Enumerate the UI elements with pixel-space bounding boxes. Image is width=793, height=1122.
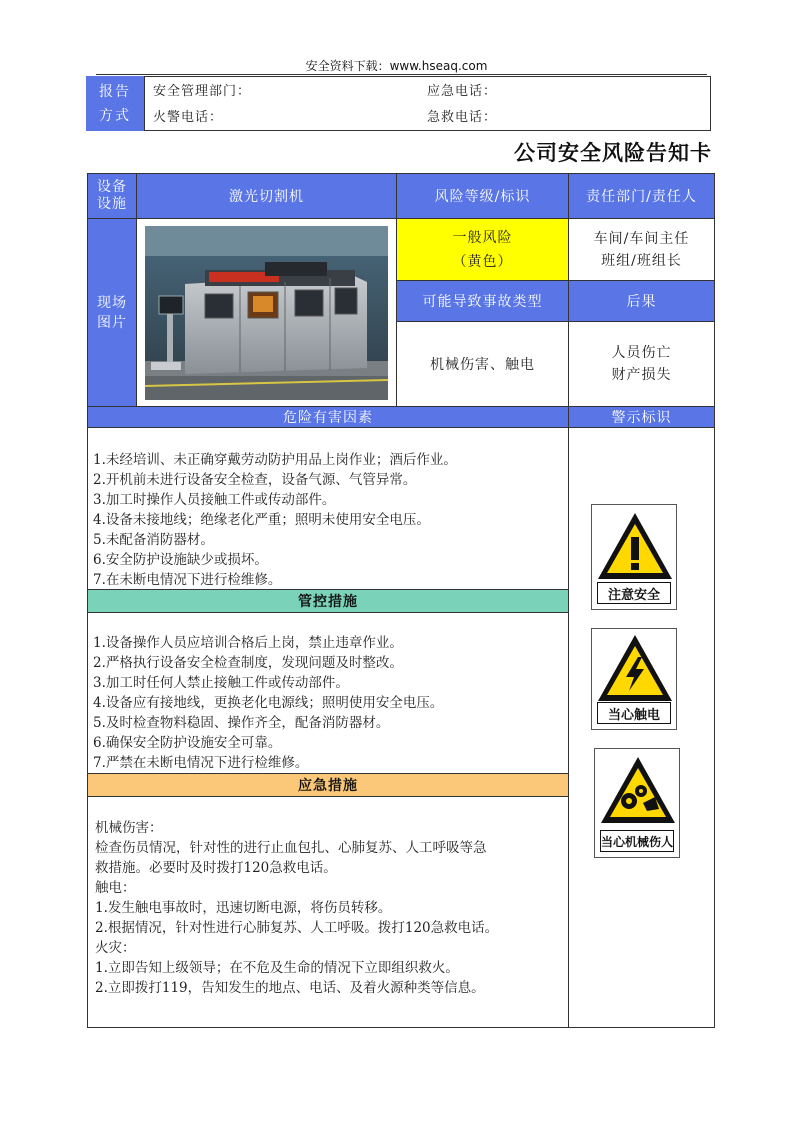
list-item: 2.严格执行设备安全检查制度，发现问题及时整改。 bbox=[93, 655, 403, 671]
report-label-line2: 方式 bbox=[99, 108, 131, 124]
page-title: 公司安全风险告知卡 bbox=[514, 140, 712, 165]
equipment-label bbox=[87, 173, 137, 219]
controls-header: 管控措施 bbox=[87, 589, 569, 613]
report-label-line1: 报告 bbox=[99, 84, 131, 100]
list-item: 检查伤员情况，针对性的进行止血包扎、心肺复苏、人工呼吸等急 bbox=[95, 840, 487, 856]
electric-shock-sign bbox=[591, 628, 677, 730]
list-item: 6.确保安全防护设施安全可靠。 bbox=[93, 735, 282, 751]
accident-type-header: 可能导致事故类型 bbox=[396, 280, 569, 322]
report-method-label bbox=[86, 76, 145, 131]
list-item: 触电： bbox=[95, 880, 136, 896]
electric-shock-warning-icon bbox=[592, 631, 678, 707]
equipment-name: 激光切割机 bbox=[136, 173, 397, 219]
equipment-label-line2: 设施 bbox=[97, 196, 127, 212]
list-item: 2.开机前未进行设备安全检查，设备气源、气管异常。 bbox=[93, 472, 417, 488]
list-item: 1.发生触电事故时，迅速切断电源，将伤员转移。 bbox=[95, 900, 392, 916]
hazards-header: 危险有害因素 bbox=[87, 406, 569, 428]
photo-label-line1: 现场 bbox=[97, 294, 127, 311]
risk-color-label: （黄色） bbox=[452, 253, 513, 270]
risk-level-value: 一般风险 bbox=[452, 229, 513, 246]
list-item: 1.立即告知上级领导；在不危及生命的情况下立即组织救火。 bbox=[95, 960, 459, 976]
emergency-phone-field: 应急电话： bbox=[427, 84, 498, 99]
consequence-cell bbox=[568, 321, 715, 407]
sign-label: 当心机械伤人 bbox=[600, 830, 674, 852]
ambulance-phone-field: 急救电话： bbox=[427, 110, 498, 125]
machinery-hazard-sign bbox=[594, 748, 680, 858]
sign-label: 当心触电 bbox=[597, 702, 671, 724]
list-item: 7.在未断电情况下进行检维修。 bbox=[93, 572, 282, 588]
responsible-cell bbox=[568, 218, 715, 281]
header-divider bbox=[96, 74, 707, 75]
list-item: 火灾： bbox=[95, 940, 136, 956]
list-item: 1.未经培训、未正确穿戴劳动防护用品上岗作业；酒后作业。 bbox=[93, 452, 457, 468]
list-item: 7.严禁在未断电情况下进行检维修。 bbox=[93, 755, 309, 771]
list-item: 3.加工时任何人禁止接触工件或传动部件。 bbox=[93, 675, 349, 691]
photo-label bbox=[87, 218, 137, 407]
list-item: 3.加工时操作人员接触工件或传动部件。 bbox=[93, 492, 336, 508]
equipment-label-line1: 设备 bbox=[97, 179, 127, 195]
responsible-line2: 班组/班组长 bbox=[601, 252, 682, 269]
photo-cell bbox=[136, 218, 397, 407]
fire-phone-field: 火警电话： bbox=[153, 110, 224, 125]
emergency-list bbox=[95, 818, 498, 998]
caution-safety-sign bbox=[591, 504, 677, 610]
consequence-line1: 人员伤亡 bbox=[611, 345, 672, 361]
list-item: 2.根据情况，针对性进行心肺复苏、人工呼吸。拨打120急救电话。 bbox=[95, 920, 499, 936]
list-item: 5.及时检查物料稳固、操作齐全，配备消防器材。 bbox=[93, 715, 390, 731]
hazards-list bbox=[93, 450, 457, 590]
list-item: 救措施。必要时及时拨打120急救电话。 bbox=[95, 860, 337, 876]
photo-label-line2: 图片 bbox=[97, 314, 127, 331]
list-item: 4.设备应有接地线，更换老化电源线；照明使用安全电压。 bbox=[93, 695, 444, 711]
list-item: 6.安全防护设施缺少或损坏。 bbox=[93, 552, 268, 568]
emergency-header: 应急措施 bbox=[87, 773, 569, 797]
list-item: 2.立即拨打119，告知发生的地点、电话、及着火源种类等信息。 bbox=[95, 980, 485, 996]
risk-level-header: 风险等级/标识 bbox=[396, 173, 569, 219]
risk-level-cell bbox=[396, 218, 569, 281]
list-item: 5.未配备消防器材。 bbox=[93, 532, 214, 548]
safety-dept-field: 安全管理部门： bbox=[153, 84, 252, 99]
accident-types: 机械伤害、触电 bbox=[396, 321, 569, 407]
list-item: 机械伤害： bbox=[95, 820, 163, 836]
exclamation-warning-icon bbox=[592, 507, 678, 587]
controls-list bbox=[93, 633, 443, 773]
laser-cutter-photo bbox=[145, 226, 388, 400]
responsible-header: 责任部门/责任人 bbox=[568, 173, 715, 219]
responsible-line1: 车间/车间主任 bbox=[593, 230, 690, 247]
machinery-hazard-warning-icon bbox=[595, 751, 681, 831]
warning-signs-header: 警示标识 bbox=[568, 406, 715, 428]
list-item: 4.设备未接地线；绝缘老化严重；照明未使用安全电压。 bbox=[93, 512, 430, 528]
consequence-line2: 财产损失 bbox=[611, 367, 672, 383]
sign-label: 注意安全 bbox=[597, 582, 671, 604]
list-item: 1.设备操作人员应培训合格后上岗，禁止违章作业。 bbox=[93, 635, 403, 651]
consequence-header: 后果 bbox=[568, 280, 715, 322]
source-header: 安全资料下载：www.hseaq.com bbox=[305, 59, 488, 73]
